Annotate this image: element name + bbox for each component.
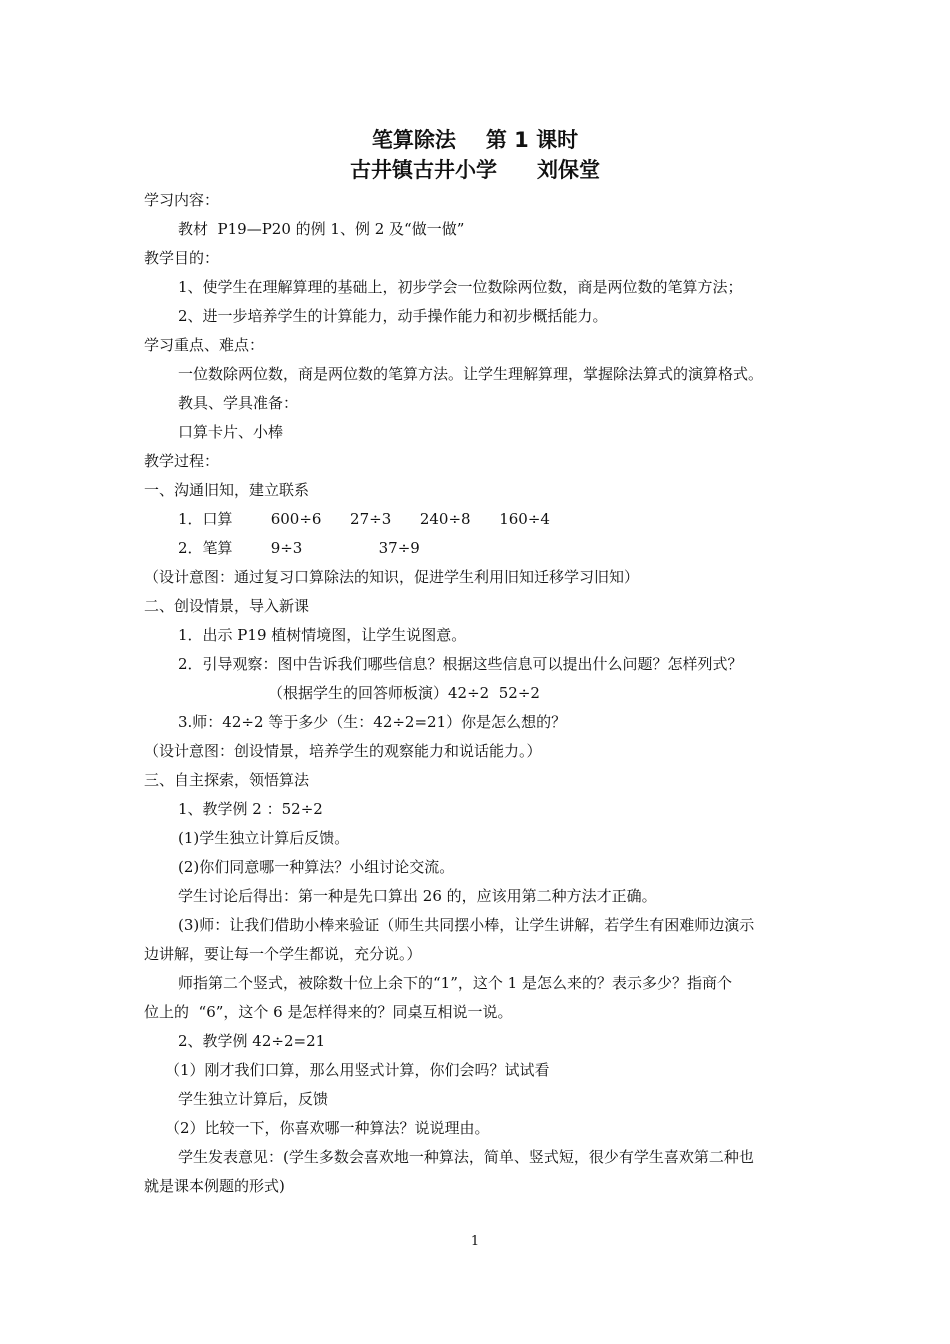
text-line: 学生独立计算后，反馈 — [178, 1090, 329, 1108]
text-line: (3)师：让我们借助小棒来验证（师生共同摆小棒，让学生讲解，若学生有困难师边演示 — [178, 916, 755, 934]
author-name: 刘保堂 — [537, 158, 600, 182]
lesson-title — [0, 124, 950, 154]
author-line — [0, 154, 950, 184]
heading-focus: 学习重点、难点： — [144, 336, 265, 354]
text-line: 教材 P19—P20 的例 1、例 2 及“做一做” — [178, 220, 465, 238]
text-line: 2．笔算 9÷3 37÷9 — [178, 539, 420, 557]
text-line: （根据学生的回答师板演）42÷2 52÷2 — [268, 684, 540, 702]
text-line: 1．出示 P19 植树情境图，让学生说图意。 — [178, 626, 467, 644]
text-line: 1．口算 600÷6 27÷3 240÷8 160÷4 — [178, 510, 550, 528]
text-line: 2、进一步培养学生的计算能力，动手操作能力和初步概括能力。 — [178, 307, 608, 325]
text-line: 口算卡片、小棒 — [178, 423, 284, 441]
text-line: 学生讨论后得出：第一种是先口算出 26 的，应该用第二种方法才正确。 — [178, 887, 657, 905]
text-line: 位上的 “6”，这个 6 是怎样得来的？同桌互相说一说。 — [144, 1003, 513, 1021]
text-line: （2）比较一下，你喜欢哪一种算法？说说理由。 — [165, 1119, 490, 1137]
heading-content: 学习内容： — [144, 191, 220, 209]
lesson-name: 笔算除法 — [371, 128, 456, 152]
text-line: 教具、学具准备： — [178, 394, 299, 412]
text-line: 2．引导观察：图中告诉我们哪些信息？根据这些信息可以提出什么问题？怎样列式？ — [178, 655, 743, 673]
text-line: 就是课本例题的形式) — [144, 1177, 285, 1195]
design-note: （设计意图：创设情景，培养学生的观察能力和说话能力。） — [144, 742, 542, 760]
heading-process: 教学过程： — [144, 452, 220, 470]
text-line: 1、教学例 2 ：52÷2 — [178, 800, 323, 818]
section-heading: 三、自主探索，领悟算法 — [144, 771, 310, 789]
text-line: 1、使学生在理解算理的基础上，初步学会一位数除两位数，商是两位数的笔算方法； — [178, 278, 743, 296]
section-heading: 二、创设情景，导入新课 — [144, 597, 310, 615]
text-line: (2)你们同意哪一种算法？小组讨论交流。 — [178, 858, 455, 876]
text-line: 3.师：42÷2 等于多少（生：42÷2=21）你是怎么想的？ — [178, 713, 567, 731]
text-line: 2、教学例 42÷2=21 — [178, 1032, 326, 1050]
page-number: 1 — [470, 1234, 480, 1249]
text-line: 一位数除两位数，商是两位数的笔算方法。让学生理解算理，掌握除法算式的演算格式。 — [178, 365, 764, 383]
design-note: （设计意图：通过复习口算除法的知识，促进学生利用旧知迁移学习旧知） — [144, 568, 640, 586]
lesson-period: 第 1 课时 — [485, 128, 579, 152]
text-line: 师指第二个竖式，被除数十位上余下的“1”，这个 1 是怎么来的？表示多少？指商个 — [178, 974, 732, 992]
text-line: 学生发表意见：(学生多数会喜欢地一种算法，简单、竖式短，很少有学生喜欢第二种也 — [178, 1148, 754, 1166]
text-line: (1)学生独立计算后反馈。 — [178, 829, 350, 847]
section-heading: 一、沟通旧知，建立联系 — [144, 481, 310, 499]
text-line: （1）刚才我们口算，那么用竖式计算，你们会吗？试试看 — [165, 1061, 550, 1079]
heading-goals: 教学目的： — [144, 249, 220, 267]
text-line: 边讲解，要让每一个学生都说，充分说。） — [144, 945, 422, 963]
school-name: 古井镇古井小学 — [350, 158, 497, 182]
